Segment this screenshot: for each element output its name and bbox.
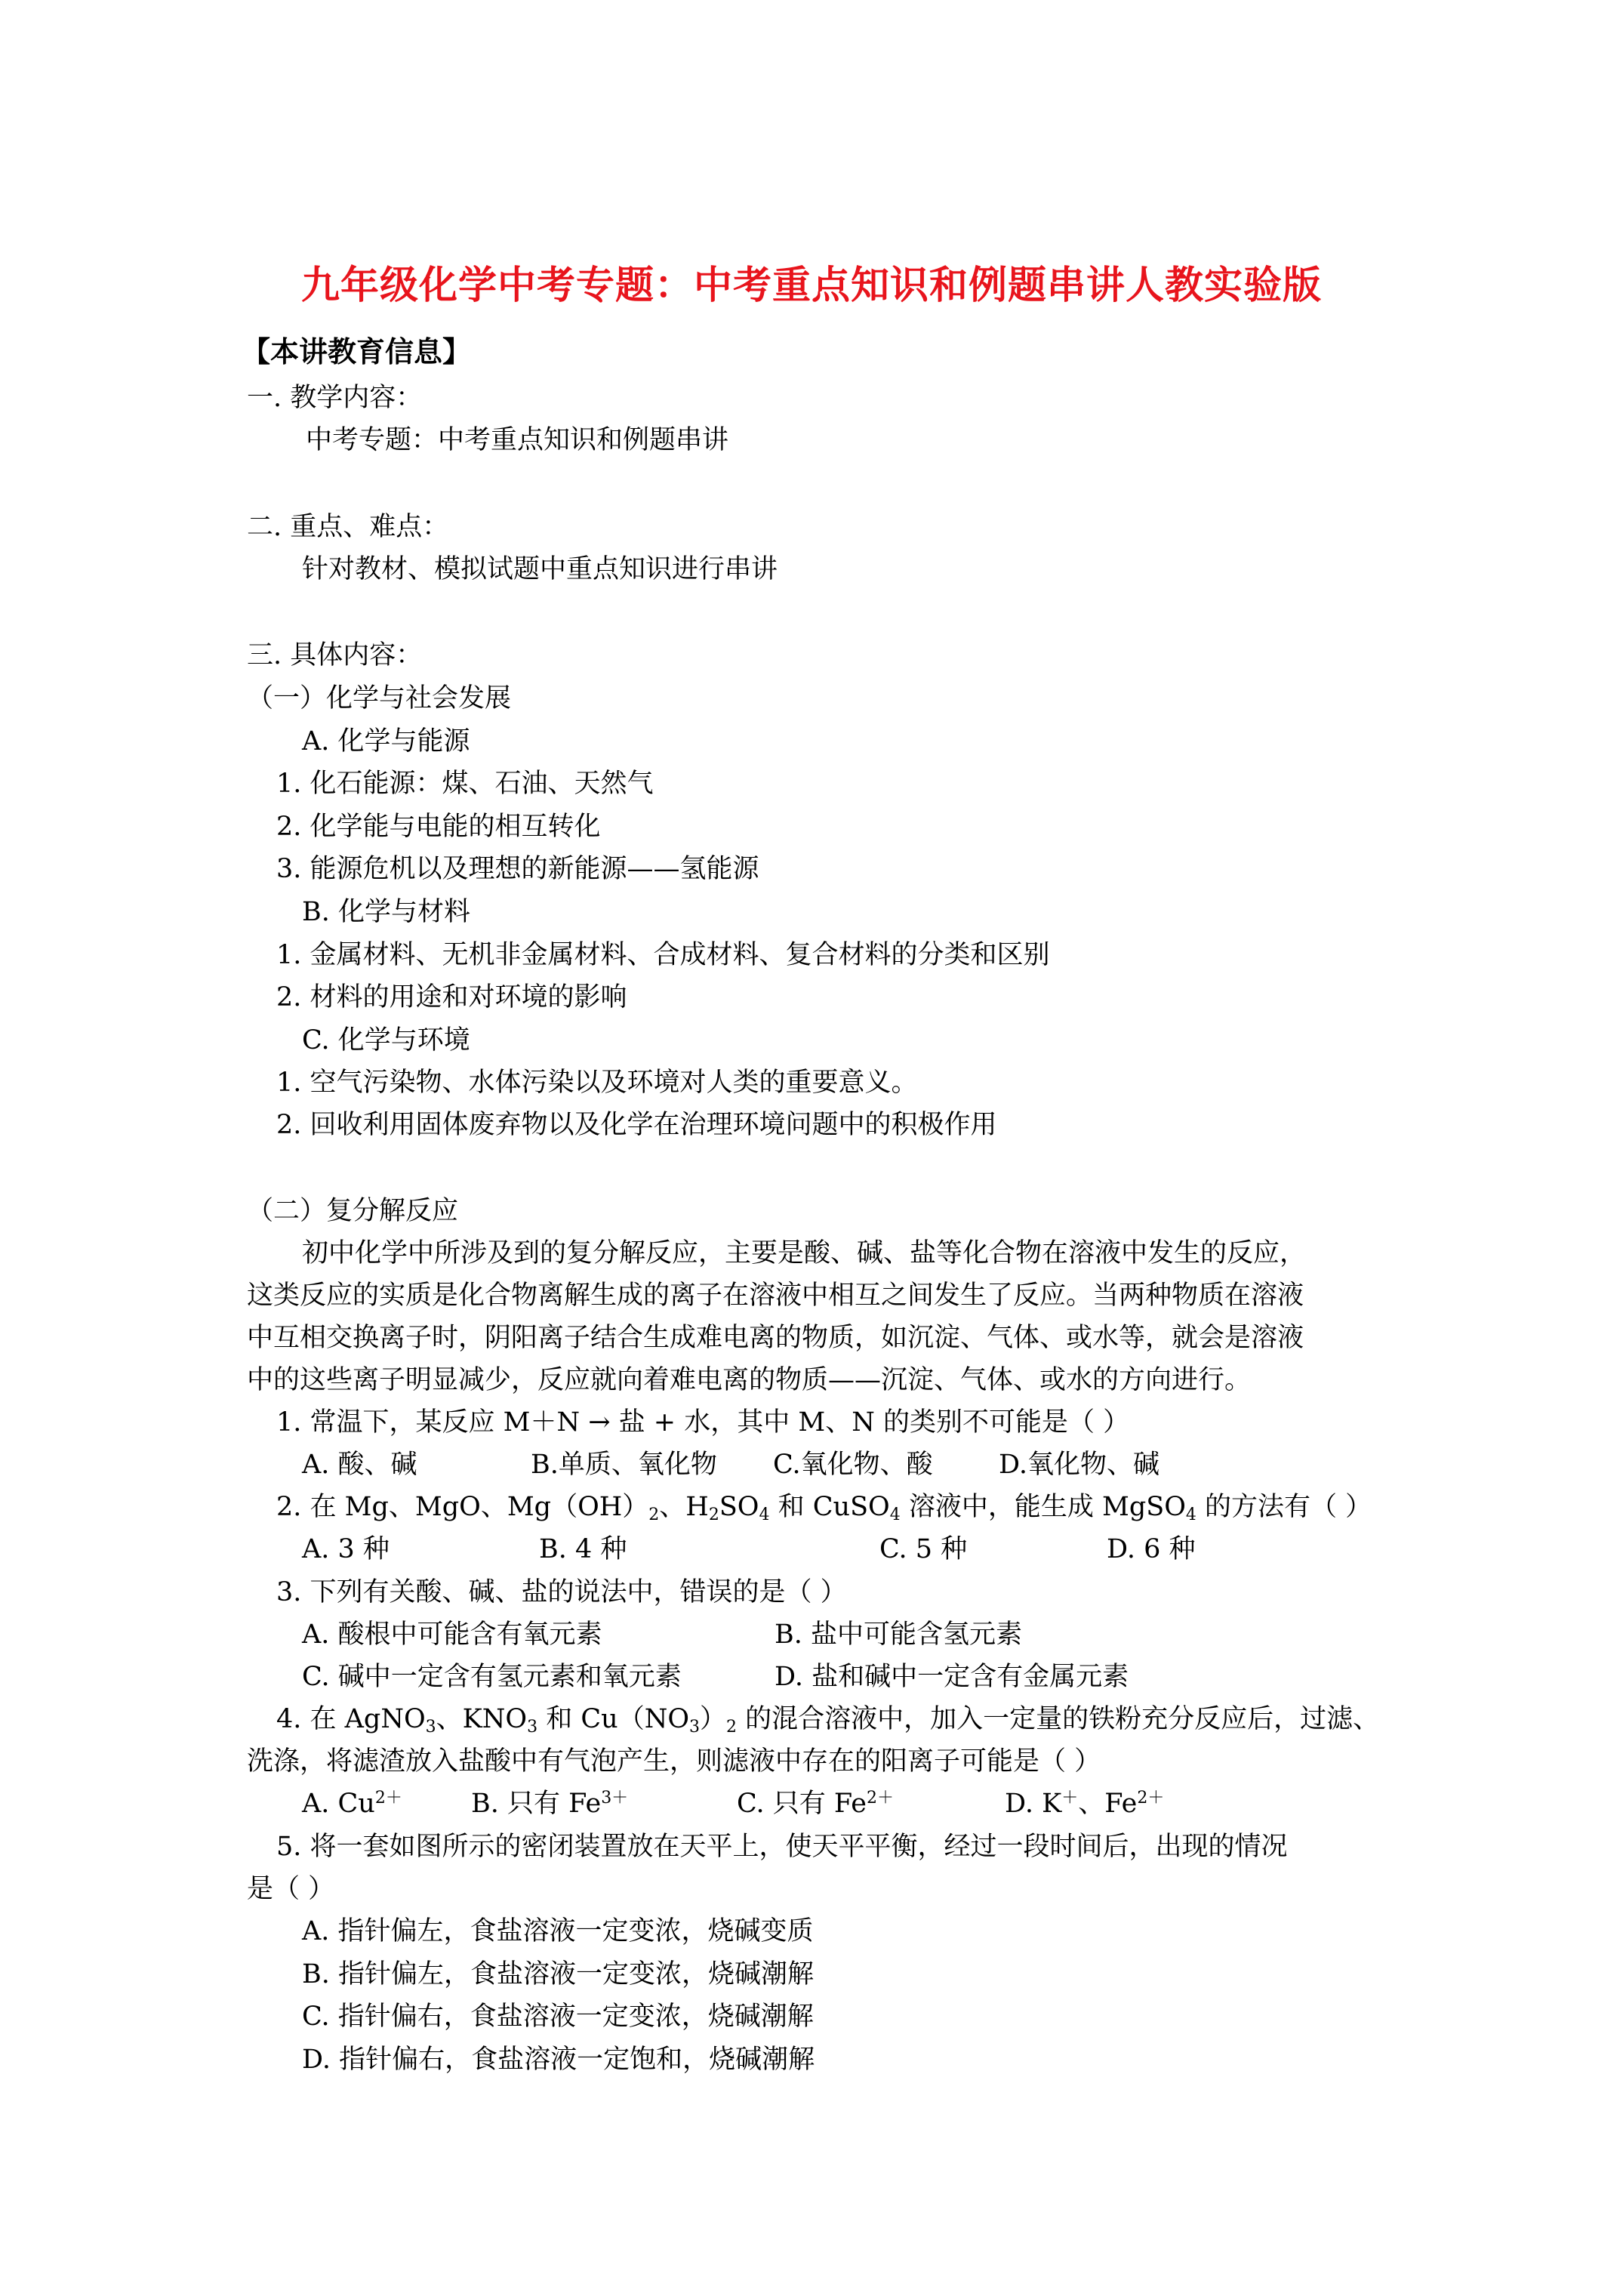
section-1-body: 中考专题：中考重点知识和例题串讲 <box>306 425 729 455</box>
option: C.氧化物、酸 <box>773 1450 933 1480</box>
option: B. 盐中可能含氢元素 <box>775 1620 1022 1650</box>
option: B. 4 种 <box>539 1534 627 1564</box>
option: B. 只有 $Fe^{3+}$ <box>471 1789 629 1819</box>
option: D. 6 种 <box>1107 1534 1196 1564</box>
option: A. 酸根中可能含有氧元素 <box>302 1620 602 1650</box>
option: B. 指针偏左，食盐溶液一定变浓，烧碱潮解 <box>302 1959 814 1989</box>
subsection-c-label: C. 化学与环境 <box>302 1025 470 1056</box>
list-item: 1. 空气污染物、水体污染以及环境对人类的重要意义。 <box>276 1068 918 1098</box>
option: D.氧化物、碱 <box>999 1450 1160 1480</box>
section-3-heading: 三. 具体内容： <box>247 640 423 670</box>
option: A. 指针偏左，食盐溶液一定变浓，烧碱变质 <box>302 1916 814 1946</box>
question-1-stem: 1. 常温下，某反应 M＋N → 盐 + 水，其中 M、N 的类别不可能是（ ） <box>276 1407 1130 1438</box>
option: A. 酸、碱 <box>302 1450 417 1480</box>
option: C. 只有 $Fe^{2+}$ <box>737 1789 894 1819</box>
question-4-stem-line-2: 洗涤，将滤渣放入盐酸中有气泡产生，则滤液中存在的阳离子可能是（ ） <box>247 1746 1101 1777</box>
option: A. 3 种 <box>302 1534 390 1564</box>
section-2-heading: 二. 重点、难点： <box>247 512 449 542</box>
question-2-stem: 2. 在 Mg、MgO、$Mg(OH)_2$、$H_2SO_4$ 和 CuSO$_4$ 溶液中，能生成 MgSO$_4$ 的方法有（ ） <box>276 1492 1372 1524</box>
info-heading: 【本讲教育信息】 <box>242 334 472 368</box>
question-5-stem: 5. 将一套如图所示的密闭装置放在天平上，使天平平衡，经过一段时间后，出现的情况 <box>276 1832 1288 1862</box>
section-1-heading: 一. 教学内容： <box>247 383 423 413</box>
list-item: 3. 能源危机以及理想的新能源——氢能源 <box>276 854 759 884</box>
part-2-heading: （二）复分解反应 <box>247 1196 459 1226</box>
list-item: 1. 化石能源：煤、石油、天然气 <box>276 769 654 799</box>
question-5-stem-line-2: 是（ ） <box>247 1874 335 1904</box>
document-title: 九年级化学中考专题：中考重点知识和例题串讲人教实验版 <box>300 263 1322 308</box>
list-item: 2. 材料的用途和对环境的影响 <box>276 982 627 1012</box>
section-2-body: 针对教材、模拟试题中重点知识进行串讲 <box>302 554 778 584</box>
list-item: 1. 金属材料、无机非金属材料、合成材料、复合材料的分类和区别 <box>276 940 1050 970</box>
option: C. 碱中一定含有氢元素和氧元素 <box>302 1662 682 1692</box>
option: D. K＋、$Fe^{2+}$ <box>1005 1789 1165 1819</box>
option: D. 指针偏右，食盐溶液一定饱和，烧碱潮解 <box>302 2045 815 2075</box>
paragraph-line: 中互相交换离子时，阴阳离子结合生成难电离的物质，如沉淀、气体、或水等，就会是溶液 <box>247 1323 1304 1353</box>
option: C. 5 种 <box>879 1534 968 1564</box>
subsection-b-label: B. 化学与材料 <box>302 897 470 927</box>
subsection-a-label: A. 化学与能源 <box>302 726 470 757</box>
question-3-stem: 3. 下列有关酸、碱、盐的说法中，错误的是（ ） <box>276 1577 847 1607</box>
paragraph-line: 这类反应的实质是化合物离解生成的离子在溶液中相互之间发生了反应。当两种物质在溶液 <box>247 1281 1304 1311</box>
option: D. 盐和碱中一定含有金属元素 <box>775 1662 1129 1692</box>
option: A. $Cu^{2+}$ <box>302 1789 402 1819</box>
paragraph-line: 初中化学中所涉及到的复分解反应，主要是酸、碱、盐等化合物在溶液中发生的反应， <box>302 1238 1307 1268</box>
question-4-stem: 4. 在 AgNO$_3$、$KNO_3$ 和 $Cu(NO_3)_2$ 的混合溶液中，加入一定量的铁粉充分反应后，过滤、 <box>276 1704 1380 1737</box>
paragraph-line: 中的这些离子明显减少，反应就向着难电离的物质——沉淀、气体、或水的方向进行。 <box>247 1365 1252 1395</box>
option: B.单质、氧化物 <box>531 1450 717 1480</box>
part-1-heading: （一）化学与社会发展 <box>247 683 512 713</box>
list-item: 2. 化学能与电能的相互转化 <box>276 812 601 842</box>
option: C. 指针偏右，食盐溶液一定变浓，烧碱潮解 <box>302 2002 814 2032</box>
list-item: 2. 回收利用固体废弃物以及化学在治理环境问题中的积极作用 <box>276 1110 997 1140</box>
